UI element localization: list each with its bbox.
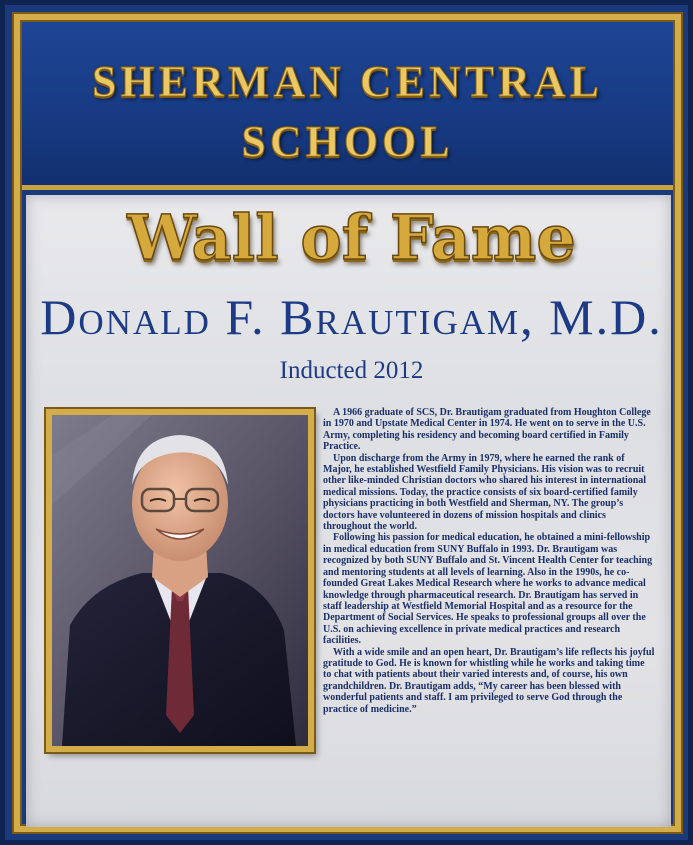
honoree-name: Donald F. Brautigam, M.D. bbox=[40, 289, 663, 345]
bio-paragraph-4: With a wide smile and an open heart, Dr. Brautigam’s life reflects his joyful gratitude to God. He is known for whistling while he works and taking time to chat with patients about their varied interests and, of course, his own grandchildren. Dr. Brautigam adds, “My career has been blessed with wonderful patients and staff. I am privileged to serve God through the practice of medicine.” bbox=[323, 646, 655, 715]
inducted-year: Inducted 2012 bbox=[279, 357, 424, 384]
portrait-illustration bbox=[52, 415, 308, 746]
portrait-photo bbox=[46, 409, 314, 752]
biography bbox=[323, 407, 655, 715]
school-name-line-2: SCHOOL bbox=[241, 117, 454, 166]
bio-paragraph-3: Following his passion for medical education, he obtained a mini-fellowship in medical education from SUNY Buffalo in 1993. Dr. Brautigam was recognized by both SUNY Buffalo and St. Vincent Health Center for teaching and mentoring students at all levels of learning. Also in the 1990s, he co-founded Great Lakes Medical Research where he works to advance medical knowledge through pharmaceutical research. Dr. Brautigam has served in staff leadership at Westfield Memorial Hospital and as a resource for the Department of Social Services. He speaks to professional groups all over the U.S. on achieving excellence in private medical practices and research facilities. bbox=[323, 532, 653, 647]
school-name-line-1: SHERMAN CENTRAL bbox=[91, 57, 604, 106]
wall-of-fame-title: Wall of Fame bbox=[127, 201, 576, 274]
bio-paragraph-1: A 1966 graduate of SCS, Dr. Brautigam graduated from Houghton College in 1970 and Upstate Medical Center in 1974. He went on to serve in the U.S. Army, completing his residency and becoming board certified in Family Practice. bbox=[323, 407, 651, 453]
bio-paragraph-2: Upon discharge from the Army in 1979, where he earned the rank of Major, he established Westfield Family Physicians. His vision was to recruit other like-minded Christian doctors who shared his interest in international medical missions. Today, the practice consists of six board-certified family physicians practicing in both Westfield and Sherman, NY. The group’s doctors have volunteered in dozens of mission hospitals and clinics throughout the world. bbox=[323, 452, 647, 533]
